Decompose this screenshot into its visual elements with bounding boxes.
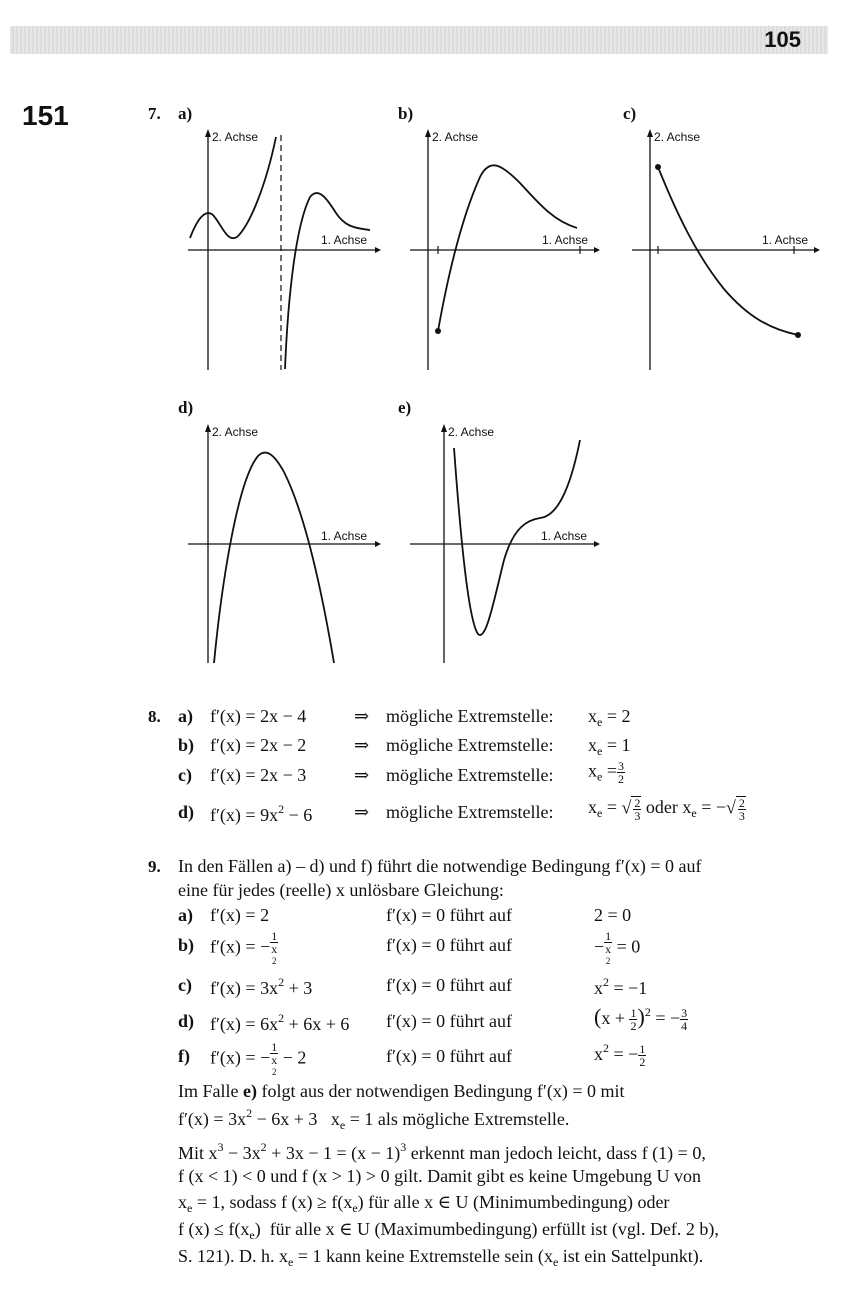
ex9-f-derivative: f′(x) = − 1 x 2 − 2 bbox=[210, 1040, 307, 1077]
ex9-a-result: 2 = 0 bbox=[594, 905, 632, 925]
graph-a bbox=[180, 125, 380, 375]
ex9-f-leads-to: f′(x) = 0 führt auf bbox=[386, 1046, 513, 1066]
ex8-row-d: d) bbox=[178, 802, 195, 822]
ex9-row-c-label: c) bbox=[178, 975, 192, 995]
ex8-b-phrase: mögliche Extremstelle: bbox=[386, 735, 554, 755]
svg-text:2. Achse: 2. Achse bbox=[212, 425, 259, 439]
ex8-d-result: $x_e$ = √ $\frac{2}{3}$ oder $x_e$ = −√ $\frac{2}{3}$ bbox=[588, 796, 745, 823]
ex8-a-phrase: mögliche Extremstelle: bbox=[386, 706, 554, 726]
ex9-d-leads-to: f′(x) = 0 führt auf bbox=[386, 1011, 513, 1031]
ex9-d-derivative: $f'(x) = 6x^2 + 6x + 6$ bbox=[210, 1011, 350, 1034]
graph-c-curve bbox=[658, 167, 798, 335]
ex9-row-d-label: d) bbox=[178, 1011, 195, 1031]
graph-a-label: a) bbox=[178, 104, 193, 123]
ex8-c-phrase: mögliche Extremstelle: bbox=[386, 765, 554, 785]
ex9-text-line-4: f (x < 1) < 0 und f (x > 1) > 0 gilt. Damit gibt es keine Umgebung U von bbox=[178, 1166, 702, 1186]
ex9-intro-line-2: eine für jedes (reelle) x unlösbare Gleichung: bbox=[178, 880, 504, 900]
ex9-c-leads-to: f′(x) = 0 führt auf bbox=[386, 975, 513, 995]
ex8-a-derivative: f′(x) = 2x − 4 bbox=[210, 706, 307, 726]
ex8-a-arrow: ⇒ bbox=[354, 706, 370, 726]
ex8-c-arrow: ⇒ bbox=[354, 765, 370, 785]
task-number: 151 bbox=[22, 100, 69, 131]
ex9-text-line-6: f $(x) \le f(x_e)$ für alle x ∈ U (Maximumbedingung) erfüllt ist (vgl. Def. 2 b), bbox=[178, 1219, 719, 1242]
ex9-c-derivative: $f'(x) = 3x^2 + 3$ bbox=[210, 975, 313, 998]
ex8-b-result: $x_e = 1$ bbox=[588, 735, 631, 758]
ex9-row-a-label: a) bbox=[178, 905, 193, 925]
ex8-c-derivative: f′(x) = 2x − 3 bbox=[210, 765, 307, 785]
ex8-row-a: a) bbox=[178, 706, 193, 726]
exercise-9-number: 9. bbox=[148, 857, 161, 876]
ex9-text-line-2: $f'(x) = 3x^2 - 6x + 3$ $x_e = 1$ als mögliche Extremstelle. bbox=[178, 1106, 570, 1132]
ex9-b-derivative: f′(x) = − 1 x 2 bbox=[210, 929, 278, 966]
svg-text:1. Achse: 1. Achse bbox=[762, 233, 809, 247]
ex9-text-line-3: Mit $x^3 - 3x^2 + 3x - 1 = (x - 1)^3$ erkennt man jedoch leicht, dass f (1) = 0, bbox=[178, 1140, 706, 1163]
graph-d bbox=[180, 420, 380, 670]
svg-text:1. Achse: 1. Achse bbox=[321, 529, 368, 543]
ex9-text-line-5: $x_e = 1$, sodass f $(x) \ge f(x_e)$ für alle x ∈ U (Minimumbedingung) oder bbox=[178, 1192, 670, 1215]
ex9-text-line-7: S. 121). D. h. $x_e = 1$ kann keine Extremstelle sein ($x_e$ ist ein Sattelpunkt). bbox=[178, 1246, 704, 1269]
exercise-8-number: 8. bbox=[148, 707, 161, 726]
ex8-b-derivative: f′(x) = 2x − 2 bbox=[210, 735, 307, 755]
graph-b-curve bbox=[438, 165, 577, 331]
graph-c bbox=[628, 125, 828, 375]
graph-e bbox=[402, 420, 602, 670]
ex8-a-result: $x_e = 2$ bbox=[588, 706, 631, 729]
svg-text:1. Achse: 1. Achse bbox=[542, 233, 589, 247]
graph-b-label: b) bbox=[398, 104, 414, 123]
ex9-c-result: $x^2 = -1$ bbox=[594, 975, 648, 998]
ex9-d-result: (x + $\frac{1}{2}$ )$^2$ = − $\frac{3}{4}$ bbox=[594, 1004, 688, 1034]
graph-d-label: d) bbox=[178, 398, 194, 417]
ex9-a-derivative: f′(x) = 2 bbox=[210, 905, 270, 925]
ex8-d-derivative: $f'(x) = 9x^2 - 6$ bbox=[210, 802, 313, 825]
ex8-d-phrase: mögliche Extremstelle: bbox=[386, 802, 554, 822]
svg-text:2. Achse: 2. Achse bbox=[432, 130, 479, 144]
page-number: 105 bbox=[764, 27, 801, 52]
header-bar bbox=[10, 26, 828, 54]
ex8-d-arrow: ⇒ bbox=[354, 802, 370, 822]
ex8-row-b: b) bbox=[178, 735, 195, 755]
graph-e-label: e) bbox=[398, 398, 412, 417]
ex9-intro-line-1: In den Fällen a) – d) und f) führt die notwendige Bedingung f′(x) = 0 auf bbox=[178, 856, 702, 876]
ex9-b-result: − 1 x 2 = 0 bbox=[594, 929, 641, 966]
svg-text:1. Achse: 1. Achse bbox=[541, 529, 588, 543]
graph-b bbox=[402, 125, 602, 375]
svg-text:2. Achse: 2. Achse bbox=[448, 425, 495, 439]
ex8-row-c: c) bbox=[178, 765, 192, 785]
graph-a-y-label: 2. Achse bbox=[212, 130, 259, 144]
ex9-text-line-1: Im Falle e) folgt aus der notwendigen Bedingung f′(x) = 0 mit bbox=[178, 1081, 625, 1101]
exercise-7-number: 7. bbox=[148, 104, 161, 123]
ex9-b-leads-to: f′(x) = 0 führt auf bbox=[386, 935, 513, 955]
ex9-a-leads-to: f′(x) = 0 führt auf bbox=[386, 905, 513, 925]
ex9-row-f-label: f) bbox=[178, 1046, 190, 1066]
graph-a-curve bbox=[190, 137, 276, 238]
ex8-c-result: $x_e$ = $\frac{3}{2}$ bbox=[588, 759, 624, 786]
graph-d-curve bbox=[214, 453, 334, 663]
ex8-b-arrow: ⇒ bbox=[354, 735, 370, 755]
ex9-row-b-label: b) bbox=[178, 935, 195, 955]
svg-text:2. Achse: 2. Achse bbox=[654, 130, 701, 144]
ex9-f-result: $x^2$ = − $\frac{1}{2}$ bbox=[594, 1041, 646, 1070]
graph-c-label: c) bbox=[623, 104, 637, 123]
graph-a-x-label: 1. Achse bbox=[321, 233, 368, 247]
